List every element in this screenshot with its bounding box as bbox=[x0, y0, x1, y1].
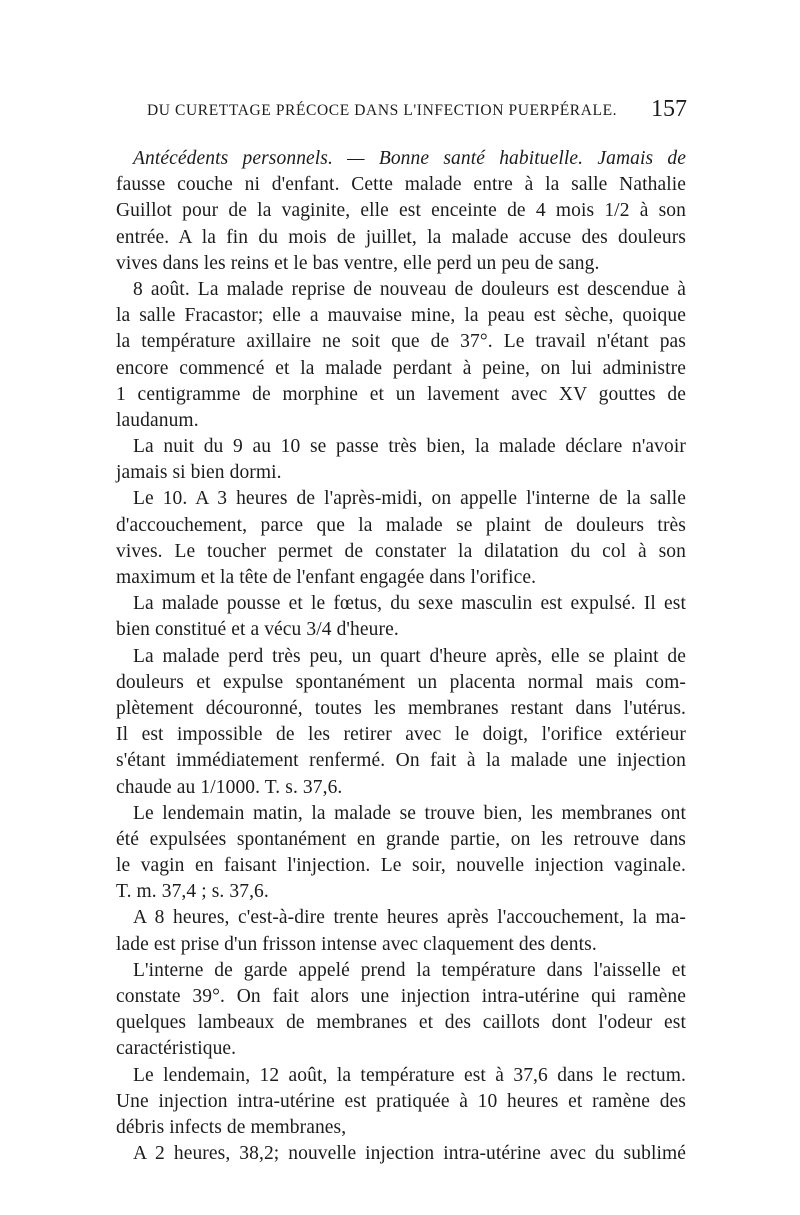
body-text bbox=[116, 146, 686, 1167]
text-line: le vagin en faisant l'injection. Le soir, nouvelle injection vaginale. bbox=[116, 855, 686, 877]
text-line: encore commencé et la malade perdant à peine, on lui administre bbox=[116, 357, 686, 379]
text-line: la salle Fracastor; elle a mauvaise mine, la peau est sèche, quoique bbox=[116, 305, 686, 327]
text-line: A 8 heures, c'est-à-dire trente heures après l'accouchement, la ma- bbox=[133, 907, 686, 929]
text-line: Une injection intra-utérine est pratiquée à 10 heures et ramène des bbox=[116, 1090, 686, 1112]
text-line: A 2 heures, 38,2; nouvelle injection intra-utérine avec du sublimé bbox=[133, 1143, 686, 1165]
text-line: Le 10. A 3 heures de l'après-midi, on appelle l'interne de la salle bbox=[133, 488, 686, 510]
text-line: maximum et la tête de l'enfant engagée dans l'orifice. bbox=[116, 567, 537, 588]
text-line: caractéristique. bbox=[116, 1038, 237, 1060]
page-number: 157 bbox=[651, 96, 687, 122]
text-line: Le lendemain matin, la malade se trouve bien, les membranes ont bbox=[133, 802, 686, 824]
text-line: La nuit du 9 au 10 se passe très bien, la malade déclare n'avoir bbox=[133, 436, 686, 458]
text-line: vives dans les reins et le bas ventre, elle perd un peu de sang. bbox=[116, 252, 600, 274]
text-line: plètement découronné, toutes les membranes restant dans l'utérus. bbox=[116, 697, 686, 719]
text-line: 1 centigramme de morphine et un lavement avec XV gouttes de bbox=[116, 383, 686, 405]
text-line: été expulsées spontanément en grande partie, on les retrouve dans bbox=[116, 828, 686, 850]
text-line: lade est prise d'un frisson intense avec claquement des dents. bbox=[116, 933, 597, 955]
text-line: vives. Le toucher permet de constater la dilatation du col à son bbox=[116, 540, 686, 562]
text-line: fausse couche ni d'enfant. Cette malade entre à la salle Nathalie bbox=[116, 174, 686, 196]
text-line: T. m. 37,4 ; s. 37,6. bbox=[116, 881, 269, 903]
text-line: constate 39°. On fait alors une injection intra-utérine qui ramène bbox=[116, 986, 686, 1007]
running-head bbox=[147, 96, 687, 126]
text-line: douleurs et expulse spontanément un placenta normal mais com- bbox=[116, 671, 686, 693]
text-line: entrée. A la fin du mois de juillet, la malade accuse des douleurs bbox=[116, 226, 686, 248]
text-line: laudanum. bbox=[116, 409, 199, 431]
text-line: Guillot pour de la vaginite, elle est enceinte de 4 mois 1/2 à son bbox=[116, 200, 686, 222]
text-line: L'interne de garde appelé prend la température dans l'aisselle et bbox=[133, 959, 686, 981]
text-line: La malade pousse et le fœtus, du sexe masculin est expulsé. Il est bbox=[133, 593, 686, 615]
running-title: DU CURETTAGE PRÉCOCE DANS L'INFECTION PUERPÉRALE. bbox=[147, 102, 618, 119]
text-line: débris infects de membranes, bbox=[116, 1116, 347, 1138]
text-line: la température axillaire ne soit que de 37°. Le travail n'étant pas bbox=[116, 331, 686, 353]
text-line: bien constitué et a vécu 3/4 d'heure. bbox=[116, 619, 399, 641]
text-line: La malade perd très peu, un quart d'heure après, elle se plaint de bbox=[133, 645, 686, 667]
text-line: s'étant immédiatement renfermé. On fait à la malade une injection bbox=[116, 750, 686, 772]
text-line: Antécédents personnels. — Bonne santé habituelle. Jamais de bbox=[133, 148, 686, 169]
text-line: Il est impossible de les retirer avec le doigt, l'orifice extérieur bbox=[116, 724, 686, 746]
text-line: quelques lambeaux de membranes et des caillots dont l'odeur est bbox=[116, 1012, 686, 1034]
text-line: 8 août. La malade reprise de nouveau de douleurs est descendue à bbox=[133, 278, 686, 300]
text-line: jamais si bien dormi. bbox=[116, 462, 282, 484]
text-line: Le lendemain, 12 août, la température est à 37,6 dans le rectum. bbox=[133, 1064, 686, 1086]
text-line: d'accouchement, parce que la malade se plaint de douleurs très bbox=[116, 514, 686, 536]
text-line: chaude au 1/1000. T. s. 37,6. bbox=[116, 776, 343, 798]
